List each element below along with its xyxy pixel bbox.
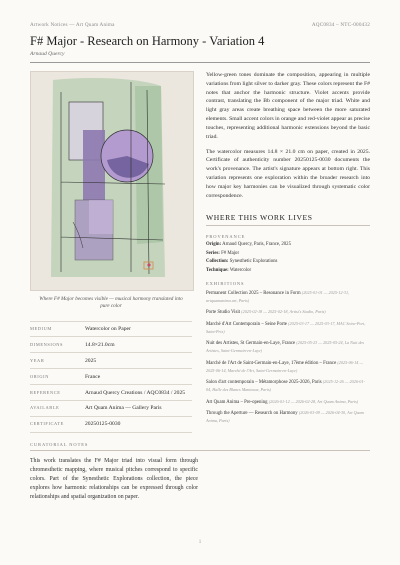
meta-row-certificate (30, 416, 192, 433)
metadata-table (30, 321, 192, 433)
meta-key: DIMENSIONS (30, 341, 64, 347)
meta-row-origin (30, 368, 192, 384)
exhibition-title: Marché d'Art Contemporain – Seine Porte (206, 322, 287, 328)
meta-row-reference (30, 384, 192, 400)
meta-value: Art Quam Anima — Gallery Paris (85, 405, 162, 412)
exhibitions-label: EXHIBITIONS (206, 280, 245, 286)
exhibition-title: Permanent Collection 2025 – Resonance in Form (206, 290, 301, 296)
provenance-value: Synesthetic Explorations (229, 259, 278, 265)
red-violet-accent (147, 263, 150, 266)
artwork-caption: Where F# Major becomes visible — musical harmony translated into pure color (39, 296, 183, 310)
violet-block (83, 130, 105, 200)
artwork-title: F# Major - Research on Harmony - Variation 4 (30, 34, 265, 48)
left-column (30, 71, 192, 433)
meta-value: 14.8×21.0cm (85, 341, 115, 348)
meta-key: REFERENCE (30, 389, 61, 395)
where-divider (206, 225, 370, 226)
where-heading: WHERE THIS WORK LIVES (206, 212, 313, 222)
exhibition-item (206, 379, 370, 394)
meta-value: 2025 (85, 357, 97, 364)
exhibition-details: (2026-03-09 — 2026-04-30, Art Quam Anima, Paris) (206, 410, 364, 424)
header-divider (30, 62, 370, 63)
exhibition-item (206, 321, 370, 336)
top-bar (30, 22, 370, 28)
meta-row-year (30, 352, 192, 368)
provenance-origin (206, 242, 370, 247)
meta-row-available (30, 400, 192, 416)
meta-value: 20250125-0030 (85, 421, 121, 428)
exhibition-item (206, 399, 370, 407)
provenance-key: Series: (206, 250, 220, 256)
lavender-block (89, 200, 113, 234)
provenance-key: Technique: (206, 267, 229, 273)
series-label: Artwork Notices — Art Quam Anima (30, 22, 115, 28)
provenance-collection (206, 259, 370, 264)
provenance-key: Collection: (206, 259, 229, 265)
meta-key: CERTIFICATE (30, 421, 64, 427)
curatorial-notes (30, 442, 370, 508)
meta-value: Watercolor on Paper (85, 325, 131, 332)
provenance-series (206, 251, 370, 256)
exhibition-title: Nuit des Artistes, St Germain-en-Laye, France (206, 341, 296, 347)
artwork-image (30, 71, 194, 291)
provenance-key: Origin: (206, 242, 222, 248)
notes-divider (30, 450, 370, 451)
exhibition-item (206, 410, 370, 425)
meta-row-dimensions (30, 336, 192, 352)
curatorial-notes-text: This work translates the F# Major triad into visual form through chromesthetic mapping, where musical pitches correspond to specific colors. Part of the Synesthetic Explorations collection, the piece explores how harmonic relationships can be expressed through color relationships and spatial organization on paper. (30, 458, 198, 500)
provenance-label: PROVENANCE (206, 233, 246, 239)
exhibition-title: Through the Aperture — Research on Harmony (206, 411, 298, 417)
provenance-value: F# Major (221, 250, 240, 256)
exhibition-details: (2025-12-26 — 2026-01-04, Halle des Blancs Manteaux, Paris) (206, 379, 365, 392)
meta-row-medium (30, 321, 192, 337)
meta-key: YEAR (30, 357, 45, 363)
description-paragraph-1: Yellow-green tones dominate the composition, appearing in multiple variations from light silver to darker gray. These colors represent the F# notes that anchor the harmonic structure. Violet accents provide contrast, translating the Bb component of the major triad. White and light gray areas create breathing space between the more saturated elements. Small accent colors in orange and red-violet appear as precise touches, representing additional harmonic extensions beyond the basic triad. (206, 72, 370, 140)
right-column (206, 71, 370, 433)
exhibition-details: (2025-06-14 — 2025-06-14, Marché de l'Art, Saint-Germain-en-Laye) (206, 359, 364, 373)
meta-value: Arnaud Quercy Creations / AQC0834 / 2025 (85, 389, 186, 396)
reference-code: AQC0834 – NTC-000432 (311, 22, 370, 28)
exhibition-item (206, 309, 370, 317)
exhibition-details: (2025-02-18 — 2025-02-18, Artist's Studio, Paris) (241, 309, 326, 315)
exhibition-details: (2026-01-12 — 2026-02-28, Art Quam Anima, Paris) (268, 398, 359, 404)
provenance-value: Watercolor (229, 267, 252, 273)
exhibition-title: Marché de l'Art de Saint-Germain-en-Laye, 17ème édition – France (206, 360, 337, 366)
description-paragraph-2: The watercolor measures 14.8 × 21.0 cm on paper, created in 2025. Certificate of authenticity number 20250125-0030 documents the work's provenance. The artist's signature appears at bottom right. This variation represents one exploration within the broader research into how major key harmonies can be visualized through systematic color correspondence. (206, 148, 370, 199)
exhibition-details: (2025-01-01 — 2025-12-31, artquamanima.art, Paris) (206, 289, 350, 303)
exhibition-details: (2025-03-17 — 2025-03-17, MAC Seine-Port, Saint-Prix) (206, 321, 366, 334)
exhibition-title: Art Quam Anima – Pre-opening (206, 399, 268, 405)
provenance-value: Arnaud Quercy, Paris, France, 2025 (222, 242, 291, 248)
exhibition-details: (2025-05-23 — 2025-05-24, La Nuit des Artistes, Saint-Germain-en-Laye) (206, 340, 365, 354)
curatorial-notes-label: CURATORIAL NOTES (30, 442, 89, 447)
exhibition-item (206, 360, 370, 375)
exhibition-title: Salon d'art contemporain – Métamorphose 2025-2026, Paris (206, 380, 322, 386)
page-number: 1 (198, 540, 202, 545)
exhibition-item (206, 290, 370, 305)
meta-key: AVAILABLE (30, 405, 60, 411)
meta-value: France (85, 373, 101, 380)
artwork-painting (31, 72, 193, 290)
provenance-technique (206, 268, 370, 273)
notice-page (30, 22, 370, 433)
exhibition-item (206, 340, 370, 355)
meta-key: ORIGIN (30, 373, 49, 379)
exhibition-title: Porte Studio Visit (206, 310, 241, 316)
artist-name: Arnaud Quercy (30, 51, 65, 57)
meta-key: MEDIUM (30, 325, 52, 331)
